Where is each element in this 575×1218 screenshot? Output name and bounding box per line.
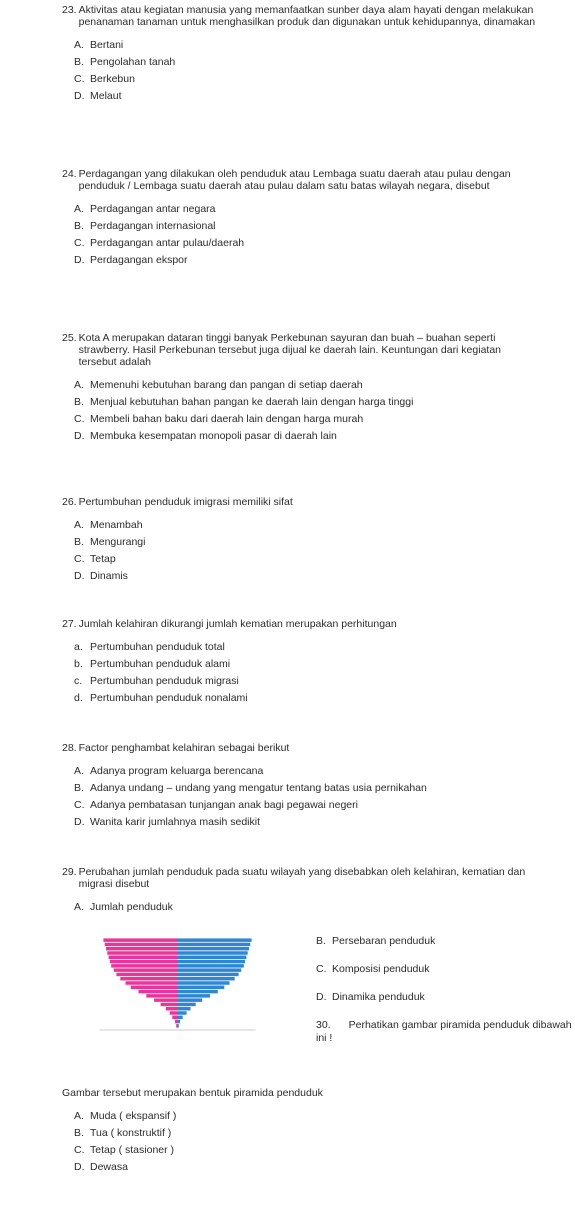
pyramid-bar-right (178, 981, 230, 984)
option-27-c[interactable]: c. Pertumbuhan penduduk migrasi (74, 675, 239, 687)
option-26-d[interactable]: D. Dinamis (74, 570, 128, 582)
pyramid-bar-right (178, 990, 218, 993)
pyramid-bar-right (178, 986, 225, 989)
pyramid-bar-left (154, 998, 177, 1001)
question-28: 28. Factor penghambat kelahiran sebagai berikut A. Adanya program keluarga berencana B. Adanya undang – undang yang mengatur tentang batas usia pernikahan C. Adanya pembatasan tunjangan anak bagi pegawai negeri D. Wanita karir jumlahnya masih sedikit (62, 742, 539, 833)
pyramid-bar-right (178, 1007, 191, 1010)
question-29-right-column (316, 935, 575, 1045)
option-29-a[interactable]: A. Jumlah penduduk (74, 901, 173, 913)
option-28-b[interactable]: B. Adanya undang – undang yang mengatur tentang batas usia pernikahan (74, 782, 427, 794)
pyramid-bar-left (109, 956, 178, 959)
pyramid-bar-left (161, 1003, 178, 1006)
question-26: 26. Pertumbuhan penduduk imigrasi memiliki sifat A. Menambah B. Mengurangi C. Tetap D. Dinamis (62, 496, 539, 587)
option-25-a[interactable]: A. Memenuhi kebutuhan barang dan pangan di setiap daerah (74, 379, 363, 391)
pyramid-bar-right (178, 994, 211, 997)
option-27-a[interactable]: a. Pertumbuhan penduduk total (74, 641, 225, 653)
pyramid-bar-left (172, 1016, 177, 1019)
pyramid-bar-left (139, 990, 178, 993)
pyramid-bar-left (170, 1011, 178, 1014)
pyramid-bar-left (146, 994, 177, 997)
pyramid-bar-left (110, 960, 178, 963)
option-26-c[interactable]: C. Tetap (74, 553, 116, 565)
option-29-b[interactable]: B. Persebaran penduduk (316, 935, 436, 947)
option-25-c[interactable]: C. Membeli bahan baku dari daerah lain dengan harga murah (74, 413, 364, 425)
option-30-d[interactable]: D. Dewasa (74, 1161, 128, 1173)
pyramid-bar-right (178, 960, 246, 963)
option-28-c[interactable]: C. Adanya pembatasan tunjangan anak bagi pegawai negeri (74, 799, 358, 811)
pyramid-bar-right (178, 1016, 183, 1019)
option-23-c[interactable]: C. Berkebun (74, 73, 135, 85)
option-26-b[interactable]: B. Mengurangi (74, 536, 146, 548)
option-29-c[interactable]: C. Komposisi penduduk (316, 963, 430, 975)
pyramid-bar-left (126, 981, 178, 984)
pyramid-bar-right (178, 973, 239, 976)
option-24-d[interactable]: D. Perdagangan ekspor (74, 254, 188, 266)
option-23-b[interactable]: B. Pengolahan tanah (74, 56, 176, 68)
question-24: 24. Perdagangan yang dilakukan oleh penduduk atau Lembaga suatu daerah atau pulau dengan penduduk / Lembaga suatu daerah atau pulau dalam satu batas wilayah negara, disebut A. Perdagangan antar negara B. Perdagangan internasional C. Perdagangan antar pulau/daerah D. Perdagangan ekspor (62, 168, 539, 271)
option-27-d[interactable]: d. Pertumbuhan penduduk nonalami (74, 692, 248, 704)
question-23: 23. Aktivitas atau kegiatan manusia yang memanfaatkan sunber daya alam hayati dengan melakukan penanaman tanaman untuk menghasilkan produk dan digunakan untuk kehidupannya, dinamakan A. Bertani B. Pengolahan tanah C. Berkebun D. Melaut (62, 4, 539, 107)
pyramid-bar-left (111, 964, 177, 967)
question-27: 27. Jumlah kelahiran dikurangi jumlah kematian merupakan perhitungan a. Pertumbuhan penduduk total b. Pertumbuhan penduduk alami c. Pertumbuhan penduduk migrasi d. Pertumbuhan penduduk nonalami (62, 618, 539, 709)
option-30-b[interactable]: B. Tua ( konstruktif ) (74, 1127, 172, 1139)
pyramid-bar-left (166, 1007, 178, 1010)
option-26-a[interactable]: A. Menambah (74, 519, 143, 531)
pyramid-bar-right (178, 968, 242, 971)
pyramid-bar-left (107, 951, 177, 954)
pyramid-bar-left (176, 1024, 177, 1027)
option-30-a[interactable]: A. Muda ( ekspansif ) (74, 1110, 177, 1122)
option-23-d[interactable]: D. Melaut (74, 90, 122, 102)
pyramid-bar-right (178, 1011, 187, 1014)
question-30: Gambar tersebut merupakan bentuk piramida penduduk A. Muda ( ekspansif ) B. Tua ( konstruktif ) C. Tetap ( stasioner ) D. Dewasa (62, 1087, 539, 1178)
pyramid-bar-right (178, 1024, 179, 1027)
option-25-b[interactable]: B. Menjual kebutuhan bahan pangan ke daerah lain dengan harga tinggi (74, 396, 414, 408)
pyramid-bar-left (120, 977, 177, 980)
question-25: 25. Kota A merupakan dataran tinggi banyak Perkebunan sayuran dan buah – buahan seperti strawberry. Hasil Perkebunan tersebut juga dijual ke daerah lain. Keuntungan dari kegiatan tersebut adalah A. Memenuhi kebutuhan barang dan pangan di setiap daerah B. Menjual kebutuhan bahan pangan ke daerah lain dengan harga tinggi C. Membeli bahan baku dari daerah lain dengan harga murah D. Membuka kesempatan monopoli pasar di daerah lain (62, 332, 539, 447)
option-25-d[interactable]: D. Membuka kesempatan monopoli pasar di daerah lain (74, 430, 337, 442)
question-29: 29. Perubahan jumlah penduduk pada suatu wilayah yang disebabkan oleh kelahiran, kematian dan migrasi disebut A. Jumlah penduduk (62, 866, 539, 918)
pyramid-bar-right (178, 956, 247, 959)
pyramid-bar-right (178, 943, 251, 946)
option-24-b[interactable]: B. Perdagangan internasional (74, 220, 216, 232)
option-27-b[interactable]: b. Pertumbuhan penduduk alami (74, 658, 231, 670)
pyramid-bar-right (178, 998, 203, 1001)
option-30-c[interactable]: C. Tetap ( stasioner ) (74, 1144, 175, 1156)
pyramid-bar-right (178, 964, 244, 967)
option-29-d[interactable]: D. Dinamika penduduk (316, 991, 425, 1003)
pyramid-bar-left (106, 947, 178, 950)
pyramid-bar-left (105, 943, 178, 946)
option-24-a[interactable]: A. Perdagangan antar negara (74, 203, 216, 215)
pyramid-bar-right (178, 977, 235, 980)
pyramid-bar-left (114, 968, 178, 971)
option-28-a[interactable]: A. Adanya program keluarga berencana (74, 765, 264, 777)
pyramid-bar-left (116, 973, 177, 976)
pyramid-bar-left (175, 1020, 178, 1023)
pyramid-bar-right (178, 1020, 181, 1023)
pyramid-bar-right (178, 951, 248, 954)
pyramid-bar-right (178, 938, 252, 941)
pyramid-bar-right (178, 947, 250, 950)
pyramid-bar-left (131, 986, 178, 989)
option-28-d[interactable]: D. Wanita karir jumlahnya masih sedikit (74, 816, 261, 828)
option-23-a[interactable]: A. Bertani (74, 39, 124, 51)
question-30-instruction: 30. Perhatikan gambar piramida penduduk dibawah ini ! (316, 1019, 572, 1044)
option-24-c[interactable]: C. Perdagangan antar pulau/daerah (74, 237, 245, 249)
population-pyramid-chart (85, 932, 270, 1042)
pyramid-bar-left (103, 938, 177, 941)
pyramid-bar-right (178, 1003, 196, 1006)
